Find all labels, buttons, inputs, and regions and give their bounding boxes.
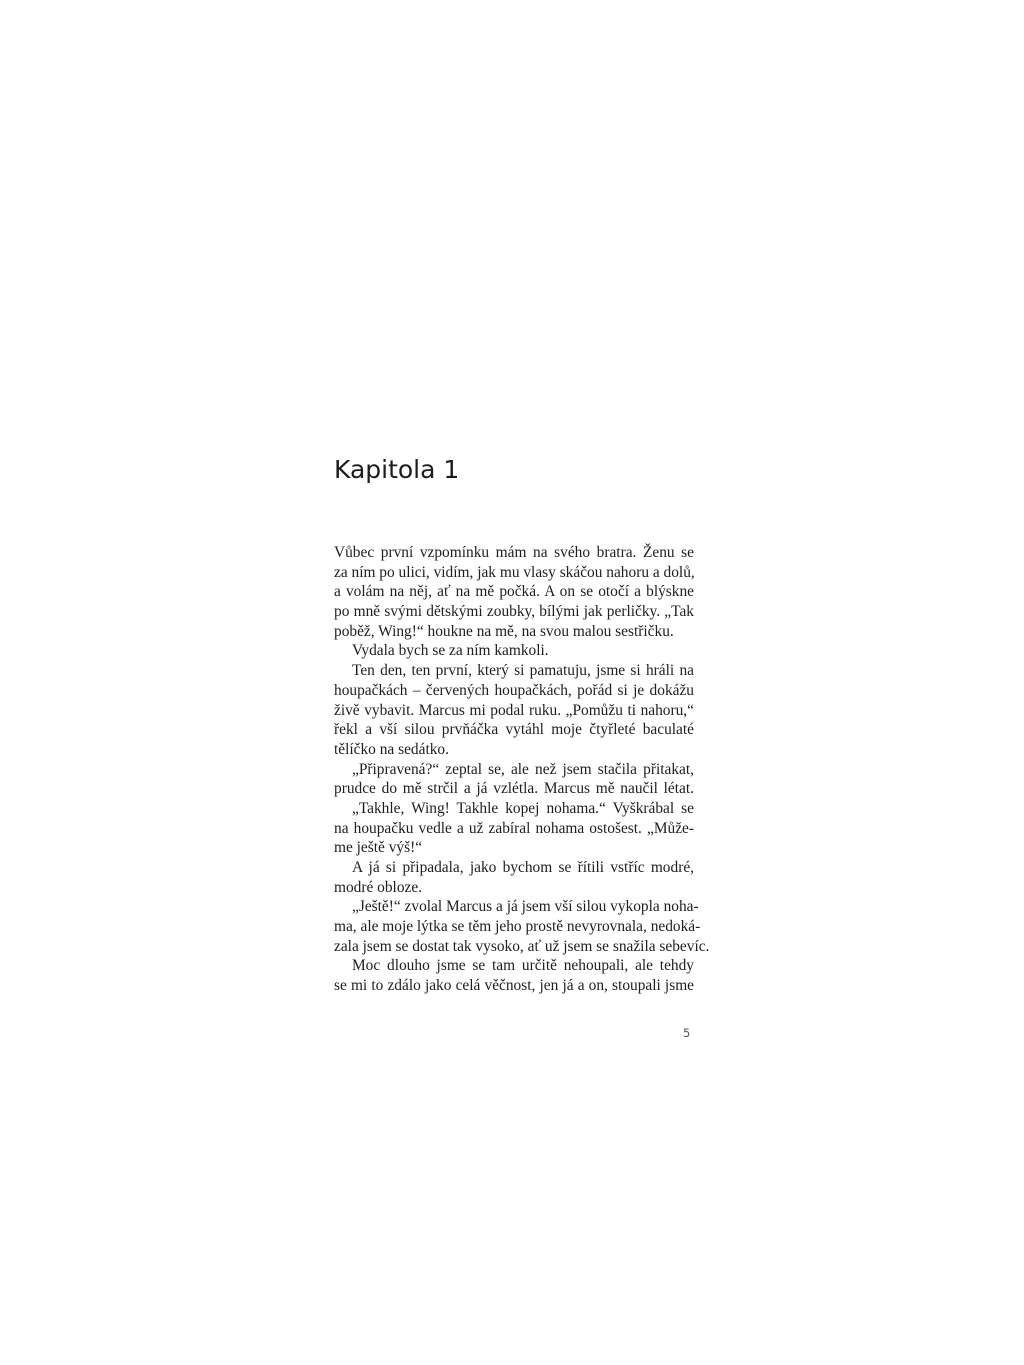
paragraph-8 xyxy=(334,956,694,995)
text-line: „Takhle, Wing! Takhle kopej nohama.“ Vyškrábal se xyxy=(352,799,694,817)
text-line: „Připravená?“ zeptal se, ale než jsem stačila přitakat, xyxy=(352,760,694,778)
paragraph-4 xyxy=(334,760,694,799)
text-line: ma, ale moje lýtka se těm jeho prostě nevyrovnala, nedoká- xyxy=(334,918,701,936)
text-line: Vydala bych se za ním kamkoli. xyxy=(352,642,549,660)
text-line: živě vybavit. Marcus mi podal ruku. „Pomůžu ti nahoru,“ xyxy=(334,701,694,719)
paragraph-5 xyxy=(334,799,694,858)
paragraph-6 xyxy=(334,858,694,897)
paragraph-1 xyxy=(334,543,694,641)
text-line: Moc dlouho jsme se tam určitě nehoupali, ale tehdy xyxy=(352,957,694,975)
text-line: řekl a vší silou prvňáčka vytáhl moje čtyřleté baculaté xyxy=(334,721,694,739)
text-line: tělíčko na sedátko. xyxy=(334,740,449,758)
text-line: a volám na něj, ať na mě počká. A on se otočí a blýskne xyxy=(334,583,694,601)
text-line: po mně svými dětskými zoubky, bílými jak perličky. „Tak xyxy=(334,603,694,621)
text-line: se mi to zdálo jako celá věčnost, jen já a on, stoupali jsme xyxy=(334,977,694,995)
page-number: 5 xyxy=(683,1026,691,1040)
text-line: modré obloze. xyxy=(334,878,423,896)
text-line: poběž, Wing!“ houkne na mě, na svou malou sestřičku. xyxy=(334,622,674,640)
text-line: „Ještě!“ zvolal Marcus a já jsem vší silou vykopla noha- xyxy=(352,898,699,916)
paragraph-2 xyxy=(334,641,694,661)
text-line: na houpačku vedle a už zabíral nohama ostošest. „Může- xyxy=(334,819,694,837)
text-line: me ještě výš!“ xyxy=(334,839,423,857)
paragraph-7 xyxy=(334,897,710,956)
text-line: za ním po ulici, vidím, jak mu vlasy skáčou nahoru a dolů, xyxy=(334,563,695,581)
text-line: A já si připadala, jako bychom se řítili vstříc modré, xyxy=(352,859,694,876)
paragraph-3 xyxy=(334,661,694,759)
text-line: Ten den, ten první, který si pamatuju, jsme si hráli na xyxy=(352,662,694,680)
text-line: houpačkách – červených houpačkách, pořád si je dokážu xyxy=(334,681,694,699)
text-line: zala jsem se dostat tak vysoko, ať už jsem se snažila sebevíc. xyxy=(334,937,710,955)
text-line: prudce do mě strčil a já vzlétla. Marcus mě naučil létat. xyxy=(334,780,694,798)
chapter-title: Kapitola 1 xyxy=(334,455,460,484)
chapter-body xyxy=(334,543,710,996)
text-line: Vůbec první vzpomínku mám na svého bratra. Ženu se xyxy=(334,544,694,561)
